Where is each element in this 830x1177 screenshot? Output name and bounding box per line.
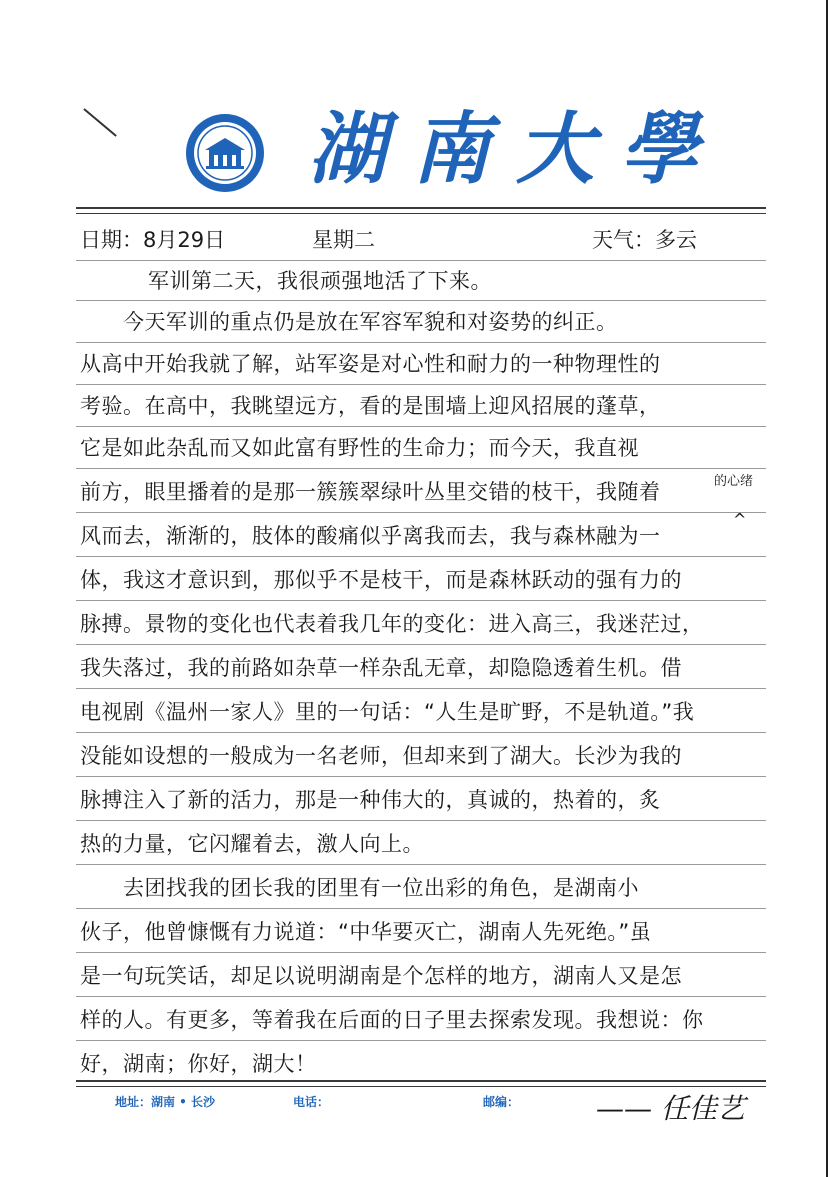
rule-line (76, 864, 766, 865)
text-line: 脉搏。景物的变化也代表着我几年的变化：进入高三，我迷茫过， (80, 612, 704, 636)
text-line: 今天军训的重点仍是放在军容军貌和对姿势的纠正。 (80, 310, 618, 334)
text-line: 伙子，他曾慷慨有力说道：“中华要灭亡，湖南人先死绝。”虽 (80, 920, 652, 944)
text-line: 样的人。有更多，等着我在后面的日子里去探索发现。我想说：你 (80, 1008, 704, 1032)
rule-line (76, 556, 766, 557)
rule-line (76, 908, 766, 909)
text-line: 它是如此杂乱而又如此富有野性的生命力；而今天，我直视 (80, 436, 639, 460)
rule-line (76, 468, 766, 469)
rule-line (76, 426, 766, 427)
date-field: 日期：8月29日 (80, 228, 226, 252)
rule-line (76, 776, 766, 777)
text-line: 体，我这才意识到，那似乎不是枝干，而是森林跃动的强有力的 (80, 568, 682, 592)
rule-line (76, 688, 766, 689)
page-edge (826, 0, 828, 1177)
text-line: 前方，眼里播着的是那一簇簇翠绿叶丛里交错的枝干，我随着 (80, 480, 661, 504)
rule-line (76, 300, 766, 301)
insertion-note: 的心绪 (714, 474, 754, 489)
weather-field: 天气：多云 (592, 228, 697, 252)
weekday-field: 星期二 (312, 228, 375, 252)
postcode-label: 邮编： (483, 1095, 520, 1109)
text-line: 风而去，渐渐的，肢体的酸痛似乎离我而去，我与森林融为一 (80, 524, 661, 548)
signature: —— 任佳艺 (596, 1092, 745, 1125)
text-line: 脉搏注入了新的活力，那是一种伟大的，真诚的，热着的，炙 (80, 788, 661, 812)
text-line: 电视剧《温州一家人》里的一句话：“人生是旷野，不是轨道。”我 (80, 700, 695, 724)
rule-line (76, 732, 766, 733)
rule-line (76, 512, 766, 513)
rule-line (76, 1040, 766, 1041)
rule-line (76, 260, 766, 261)
caret-mark: ^ (733, 510, 747, 529)
text-line: 军训第二天，我很顽强地活了下来。 (148, 269, 492, 293)
text-line: 好，湖南；你好，湖大！ (80, 1052, 317, 1076)
text-line: 是一句玩笑话，却足以说明湖南是个怎样的地方，湖南人又是怎 (80, 964, 682, 988)
rule-line (76, 600, 766, 601)
text-line: 考验。在高中，我眺望远方，看的是围墙上迎风招展的蓬草， (80, 394, 661, 418)
footer-rule (76, 1080, 766, 1082)
text-line: 去团找我的团长我的团里有一位出彩的角色，是湖南小 (80, 876, 639, 900)
text-line: 我失落过，我的前路如杂草一样杂乱无章，却隐隐透着生机。借 (80, 656, 682, 680)
rule-line (76, 820, 766, 821)
text-line: 热的力量，它闪耀着去，激人向上。 (80, 832, 424, 856)
text-line: 从高中开始我就了解，站军姿是对心性和耐力的一种物理性的 (80, 352, 661, 376)
rule-line (76, 644, 766, 645)
letterhead-title: 湖南大學 (308, 104, 725, 195)
address-label: 地址：湖南 • 长沙 (115, 1095, 216, 1109)
rule-line (76, 952, 766, 953)
phone-label: 电话： (293, 1095, 330, 1109)
text-line: 没能如设想的一般成为一名老师，但却来到了湖大。长沙为我的 (80, 744, 682, 768)
rule-line (76, 342, 766, 343)
rule-line (76, 384, 766, 385)
rule-line (76, 996, 766, 997)
